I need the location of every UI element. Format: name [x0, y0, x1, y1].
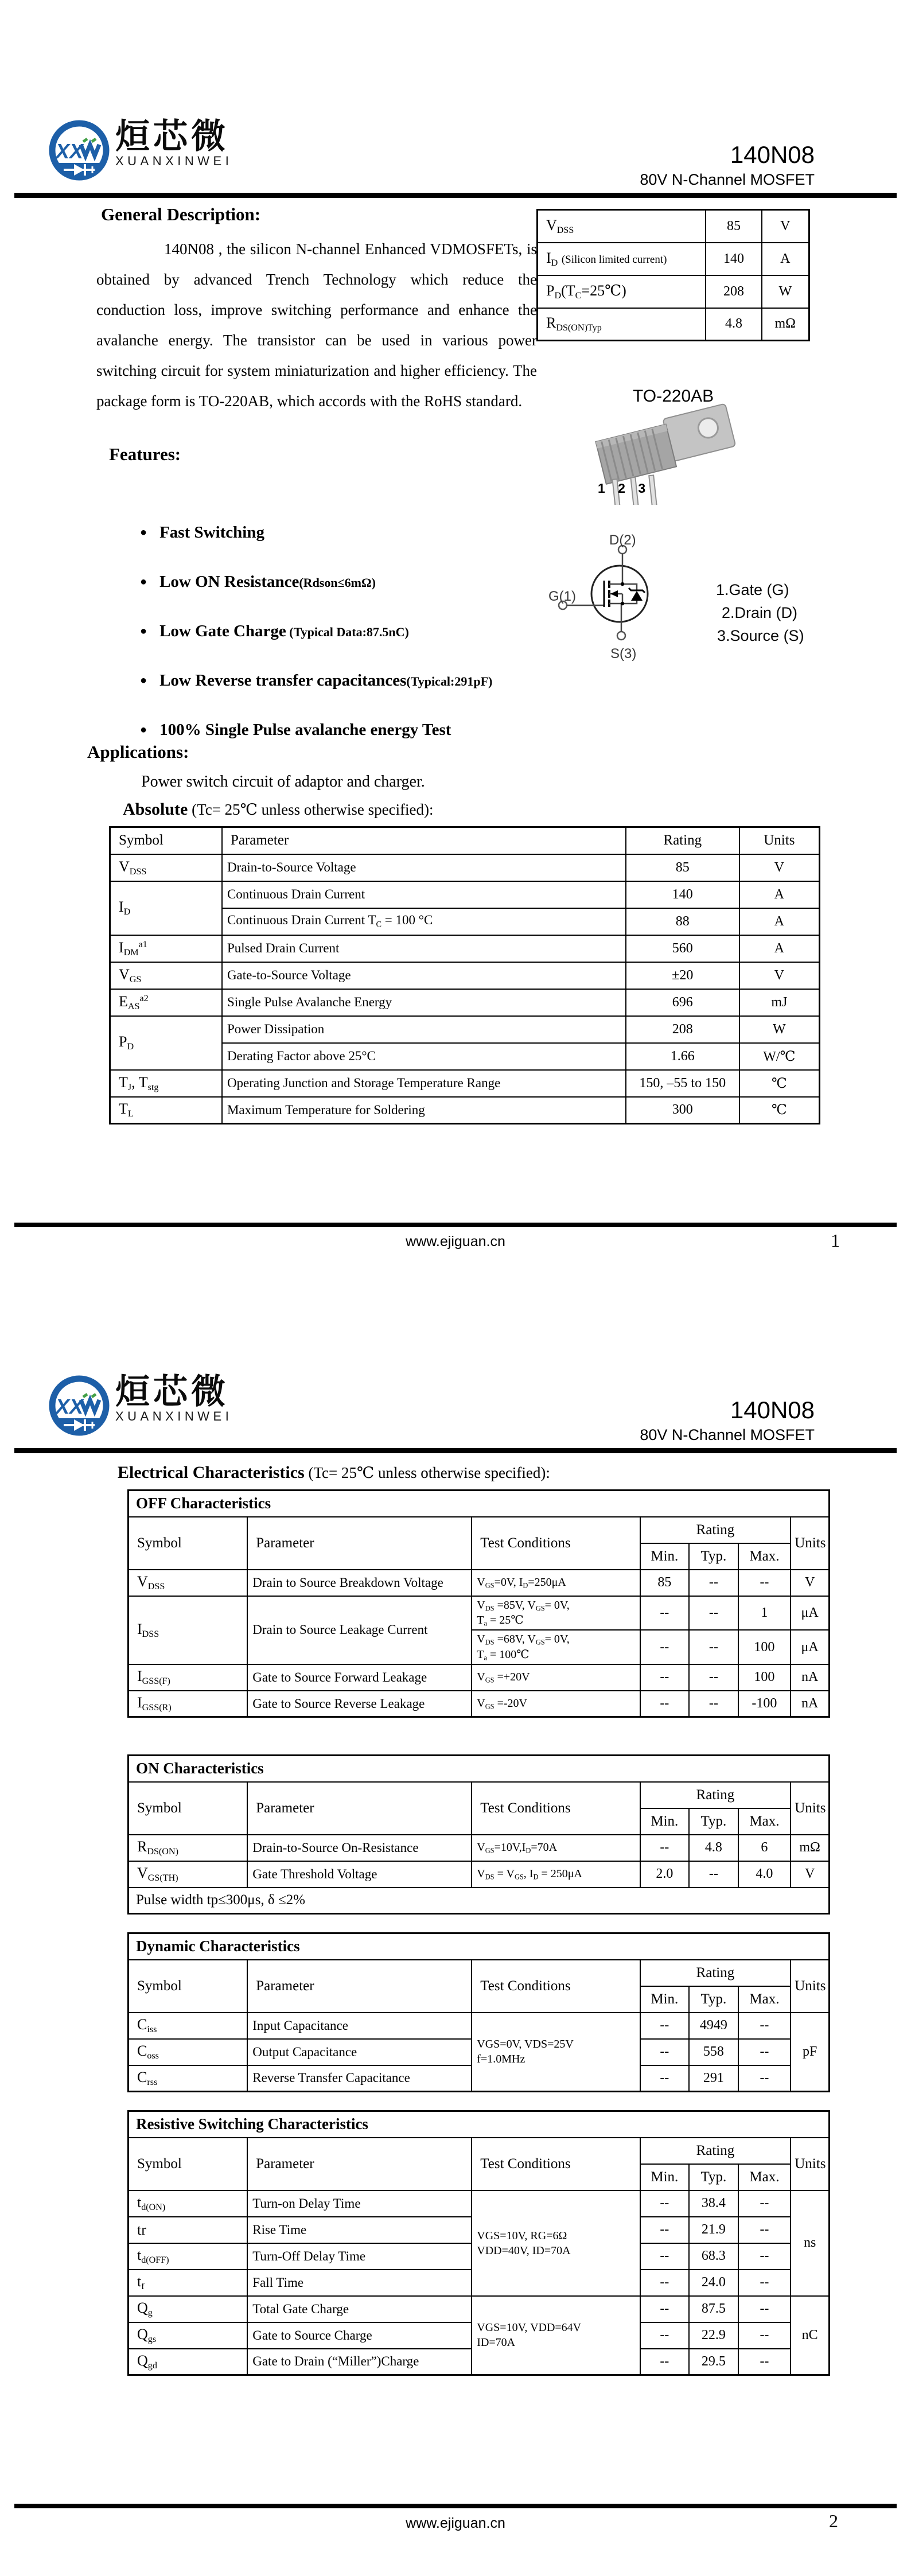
brand-name-en: XUANXINWEI	[115, 154, 233, 168]
table-cell: $E_{AS}^{a2}$	[110, 989, 222, 1016]
table-cell: Turn-Off Delay Time	[247, 2243, 472, 2270]
table-cell: 696	[626, 989, 739, 1016]
table-cell: V	[791, 1861, 829, 1888]
brand-name-en: XUANXINWEI	[115, 1409, 233, 1423]
table-cell: mJ	[739, 989, 820, 1016]
table-cell: W	[739, 1016, 820, 1043]
drain-terminal-label: D(2)	[609, 532, 636, 548]
table-cell: mΩ	[762, 308, 809, 341]
pin-assignment-item: 2.Drain (D)	[722, 604, 798, 621]
table-cell: Fall Time	[247, 2270, 472, 2296]
table-cell: 140	[626, 881, 739, 908]
table-cell: VGS=0V, VDS=25V f=1.0MHz	[472, 2013, 640, 2092]
table-cell: Reverse Transfer Capacitance	[247, 2065, 472, 2092]
column-header: Max.	[738, 1986, 791, 2013]
table-cell: $T_L$	[110, 1097, 222, 1124]
bullet-icon: ●	[140, 526, 147, 539]
table-cell: --	[640, 2349, 690, 2375]
table-cell: $V_{DS} =85V$, $V_{GS}= 0V$, $T_a$ = 25℃	[472, 1596, 640, 1631]
column-header: Rating	[640, 1517, 791, 1543]
table-cell: V	[791, 1570, 829, 1596]
table-cell: --	[738, 1570, 791, 1596]
table-row	[110, 854, 820, 881]
table-cell: $R_{DS(ON)Typ}$	[538, 308, 706, 341]
pin-assignment-list	[716, 578, 804, 647]
table-cell: --	[640, 2217, 690, 2243]
brand-logo	[49, 1373, 232, 1438]
page-number: 1	[831, 1230, 840, 1251]
table-cell: Gate-to-Source Voltage	[222, 962, 626, 989]
table-cell: 300	[626, 1097, 739, 1124]
table-row	[538, 275, 809, 308]
table-cell: 2.0	[640, 1861, 690, 1888]
table-cell: --	[640, 2039, 690, 2065]
table-cell: --	[640, 2270, 690, 2296]
table-cell: --	[738, 2243, 791, 2270]
column-header: Min.	[640, 1543, 690, 1570]
table-cell: A	[739, 908, 820, 935]
table-row	[110, 989, 820, 1016]
feature-text: Low Gate Charge	[159, 622, 286, 640]
table-cell: Drain to Source Breakdown Voltage	[247, 1570, 472, 1596]
electrical-characteristics-title	[118, 1463, 550, 1482]
column-header: Units	[791, 1517, 829, 1570]
table-cell: Operating Junction and Storage Temperature Range	[222, 1070, 626, 1097]
table-cell: $t_{d(ON)}$	[129, 2190, 248, 2217]
table-cell: --	[738, 2065, 791, 2092]
column-header: Rating	[640, 1782, 791, 1808]
table-cell: --	[689, 1664, 738, 1691]
column-header: Units	[791, 1960, 829, 2013]
table-row	[129, 1664, 830, 1691]
part-number: 140N08	[730, 1396, 815, 1423]
footer-rule	[14, 1223, 897, 1227]
table-cell: Input Capacitance	[247, 2013, 472, 2039]
table-cell: Total Gate Charge	[247, 2296, 472, 2322]
off-characteristics-table	[127, 1489, 830, 1718]
part-subtitle: 80V N-Channel MOSFET	[640, 171, 815, 188]
table-cell: --	[689, 1630, 738, 1664]
table-cell: Output Capacitance	[247, 2039, 472, 2065]
column-header: Typ.	[689, 1986, 738, 2013]
table-row	[110, 881, 820, 908]
table-cell: Continuous Drain Current	[222, 881, 626, 908]
table-row	[129, 1491, 830, 1517]
table-cell: 4.8	[689, 1835, 738, 1861]
feature-text: Fast Switching	[159, 523, 264, 542]
table-cell: 100	[738, 1664, 791, 1691]
table-row	[129, 1570, 830, 1596]
column-header: Min.	[640, 1986, 690, 2013]
table-row	[129, 2138, 830, 2164]
table-cell: Drain-to-Source Voltage	[222, 854, 626, 881]
column-header: Parameter	[247, 1517, 472, 1570]
feature-item	[140, 573, 376, 592]
table-cell: $Q_{gd}$	[129, 2349, 248, 2375]
table-cell: 558	[689, 2039, 738, 2065]
column-header: Typ.	[689, 1808, 738, 1835]
table-cell: --	[738, 2013, 791, 2039]
column-header: Max.	[738, 1808, 791, 1835]
table-cell: Gate to Source Forward Leakage	[247, 1664, 472, 1691]
pin-assignment-item: 3.Source (S)	[717, 627, 804, 644]
table-cell: $t_{d(OFF)}$	[129, 2243, 248, 2270]
table-cell: $Q_g$	[129, 2296, 248, 2322]
feature-item	[140, 721, 451, 740]
table-cell: --	[689, 1691, 738, 1717]
table-row	[129, 1517, 830, 1543]
table-cell: ℃	[739, 1097, 820, 1124]
header-rule	[14, 193, 897, 198]
table-cell: tr	[129, 2217, 248, 2243]
table-cell: nA	[791, 1664, 829, 1691]
footer-rule	[14, 2504, 897, 2508]
table-cell: $V_{DSS}$	[129, 1570, 248, 1596]
svg-text:XX: XX	[56, 139, 84, 163]
table-cell: 6	[738, 1835, 791, 1861]
brand-logo	[49, 118, 232, 182]
table-cell: VGS=10V, VDD=64V ID=70A	[472, 2296, 640, 2375]
gate-terminal-label: G(1)	[548, 589, 576, 604]
table-cell: --	[640, 2065, 690, 2092]
table-cell: 100	[738, 1630, 791, 1664]
table-cell: --	[689, 1596, 738, 1631]
table-cell: --	[640, 2190, 690, 2217]
table-cell: --	[640, 2296, 690, 2322]
part-subtitle: 80V N-Channel MOSFET	[640, 1426, 815, 1443]
table-row	[129, 1691, 830, 1717]
table-cell: ±20	[626, 962, 739, 989]
table-cell: $Q_{gs}$	[129, 2322, 248, 2349]
table-cell: --	[640, 1835, 690, 1861]
bullet-icon: ●	[140, 674, 147, 687]
table-cell: $I_D$	[110, 881, 222, 935]
svg-text:XX: XX	[56, 1395, 84, 1418]
table-cell: --	[689, 1570, 738, 1596]
table-cell: $V_{GS} =-20V$	[472, 1691, 640, 1717]
table-cell: 560	[626, 935, 739, 962]
table-cell: $I_D$ (Silicon limited current)	[538, 243, 706, 275]
table-cell: Single Pulse Avalanche Energy	[222, 989, 626, 1016]
table-cell: $P_D(T_C=25℃)$	[538, 275, 706, 308]
column-header: Min.	[640, 1808, 690, 1835]
table-cell: 85	[626, 854, 739, 881]
table-cell: 291	[689, 2065, 738, 2092]
table-cell: VGS=10V, RG=6Ω VDD=40V, ID=70A	[472, 2190, 640, 2296]
table-cell: 38.4	[689, 2190, 738, 2217]
table-cell: Pulse width tp≤300μs, δ ≤2%	[129, 1888, 830, 1914]
applications-body: Power switch circuit of adaptor and charger.	[141, 773, 425, 791]
table-cell: $C_{iss}$	[129, 2013, 248, 2039]
table-cell: Derating Factor above 25°C	[222, 1043, 626, 1070]
table-cell: $V_{GS}=0V$, $I_D=250\mu A$	[472, 1570, 640, 1596]
footer-url: www.ejiguan.cn	[406, 1233, 505, 1250]
column-header: Parameter	[247, 1960, 472, 2013]
table-cell: $V_{GS}$	[110, 962, 222, 989]
column-header: Parameter	[222, 827, 626, 854]
table-cell: 85	[706, 210, 761, 243]
feature-text: Low ON Resistance	[159, 573, 299, 591]
table-row	[538, 243, 809, 275]
on-characteristics-grid	[127, 1754, 830, 1915]
absolute-maximum-ratings-grid	[109, 826, 820, 1124]
table-cell: $V_{GS} =+20V$	[472, 1664, 640, 1691]
table-cell: 4.8	[706, 308, 761, 341]
absolute-ratings-title-bold: Absolute	[123, 800, 188, 819]
table-cell: 22.9	[689, 2322, 738, 2349]
table-cell: $I_{GSS(R)}$	[129, 1691, 248, 1717]
table-cell: --	[640, 2322, 690, 2349]
table-cell: A	[739, 881, 820, 908]
bullet-icon: ●	[140, 575, 147, 588]
resistive-switching-characteristics-table	[127, 2110, 830, 2376]
feature-note: (Rdson≤6mΩ)	[299, 575, 376, 590]
table-cell: $V_{DS} =68V$, $V_{GS}= 0V$, $T_a$ = 100℃	[472, 1630, 640, 1664]
table-row	[129, 1861, 830, 1888]
table-cell: μA	[791, 1630, 829, 1664]
package-name-label: TO-220AB	[633, 387, 714, 406]
table-cell: ℃	[739, 1070, 820, 1097]
table-cell: Rise Time	[247, 2217, 472, 2243]
table-cell: ns	[791, 2190, 829, 2296]
column-header: Units	[791, 1782, 829, 1835]
table-cell: Drain-to-Source On-Resistance	[247, 1835, 472, 1861]
section-title-cell: Resistive Switching Characteristics	[129, 2111, 830, 2138]
table-cell: Gate Threshold Voltage	[247, 1861, 472, 1888]
dynamic-characteristics-table	[127, 1932, 830, 2092]
off-characteristics-grid	[127, 1489, 830, 1718]
table-cell: 29.5	[689, 2349, 738, 2375]
table-cell: --	[640, 1630, 690, 1664]
table-cell: --	[640, 2243, 690, 2270]
column-header: Symbol	[129, 1960, 248, 2013]
column-header: Symbol	[129, 1517, 248, 1570]
table-row	[129, 2013, 830, 2039]
table-cell: 85	[640, 1570, 690, 1596]
section-title-cell: Dynamic Characteristics	[129, 1933, 830, 1960]
table-cell: --	[640, 1596, 690, 1631]
table-cell: $I_{DSS}$	[129, 1596, 248, 1664]
table-cell: $R_{DS(ON)}$	[129, 1835, 248, 1861]
table-row	[538, 308, 809, 341]
page-number: 2	[829, 2511, 838, 2531]
table-cell: $V_{DSS}$	[110, 854, 222, 881]
column-header: Units	[739, 827, 820, 854]
column-header: Rating	[640, 1960, 791, 1986]
table-row	[110, 1097, 820, 1124]
column-header: Max.	[738, 1543, 791, 1570]
features-title: Features:	[109, 444, 181, 464]
column-header: Min.	[640, 2164, 690, 2190]
table-cell: $V_{GS}=10V,I_D=70A$	[472, 1835, 640, 1861]
on-characteristics-table	[127, 1754, 830, 1915]
table-cell: 1.66	[626, 1043, 739, 1070]
footer-url: www.ejiguan.cn	[406, 2515, 505, 2531]
column-header: Rating	[626, 827, 739, 854]
table-cell: Maximum Temperature for Soldering	[222, 1097, 626, 1124]
feature-item	[140, 622, 409, 641]
table-cell: $I_{DM}^{a1}$	[110, 935, 222, 962]
table-cell: Power Dissipation	[222, 1016, 626, 1043]
pin-assignment-item: 1.Gate (G)	[716, 581, 789, 598]
table-cell: pF	[791, 2013, 829, 2092]
feature-item	[140, 523, 264, 542]
section-title-cell: OFF Characteristics	[129, 1491, 830, 1517]
table-row	[110, 1016, 820, 1043]
table-cell: $V_{DS} = V_{GS}$, $I_D = 250\mu A$	[472, 1861, 640, 1888]
resistive-switching-grid	[127, 2110, 830, 2376]
table-cell: μA	[791, 1596, 829, 1631]
feature-text: Low Reverse transfer capacitances	[159, 671, 407, 690]
table-cell: V	[739, 962, 820, 989]
table-cell: --	[689, 1861, 738, 1888]
column-header: Parameter	[247, 1782, 472, 1835]
table-cell: --	[738, 2217, 791, 2243]
table-cell: --	[640, 1664, 690, 1691]
table-cell: nC	[791, 2296, 829, 2375]
table-row	[129, 1933, 830, 1960]
general-description-body: 140N08 , the silicon N-channel Enhanced VDMOSFETs, is obtained by advanced Trench Technology which reduce the conduction loss, improve switching performance and enhance the avalanche energy. The transistor can be used in various power switching circuit for system miniaturization and higher efficiency. The package form is TO-220AB, which accords with the RoHS standard.	[96, 240, 537, 410]
table-cell: Gate to Drain (“Miller”)Charge	[247, 2349, 472, 2375]
table-row	[110, 935, 820, 962]
bullet-icon: ●	[140, 723, 147, 736]
bullet-icon: ●	[140, 625, 147, 637]
table-cell: 150, –55 to 150	[626, 1070, 739, 1097]
feature-note: (Typical Data:87.5nC)	[286, 625, 409, 639]
table-cell: 87.5	[689, 2296, 738, 2322]
brand-name-cn: 烜芯微	[115, 117, 229, 155]
table-cell: --	[738, 2270, 791, 2296]
table-cell: A	[739, 935, 820, 962]
absolute-ratings-title	[123, 800, 434, 819]
table-cell: $T_J$, $T_{stg}$	[110, 1070, 222, 1097]
table-cell: Continuous Drain Current $T_C = 100$ °C	[222, 908, 626, 935]
table-cell: W	[762, 275, 809, 308]
table-row	[129, 1835, 830, 1861]
table-cell: --	[738, 2296, 791, 2322]
table-cell: A	[762, 243, 809, 275]
table-cell: -100	[738, 1691, 791, 1717]
column-header: Symbol	[129, 1782, 248, 1835]
brand-name-cn: 烜芯微	[115, 1372, 229, 1411]
feature-note: (Typical:291pF)	[406, 674, 493, 688]
general-description-title: General Description:	[101, 204, 261, 224]
section-title-cell: ON Characteristics	[129, 1756, 830, 1782]
table-cell: Gate to Source Charge	[247, 2322, 472, 2349]
column-header: Units	[791, 2138, 829, 2190]
table-cell: $C_{oss}$	[129, 2039, 248, 2065]
table-cell: V	[739, 854, 820, 881]
column-header: Test Conditions	[472, 1782, 640, 1835]
table-row	[129, 2190, 830, 2217]
column-header: Test Conditions	[472, 1960, 640, 2013]
table-row	[129, 1960, 830, 1986]
table-cell: $C_{rss}$	[129, 2065, 248, 2092]
table-row	[110, 962, 820, 989]
feature-text: 100% Single Pulse avalanche energy Test	[159, 721, 451, 739]
key-spec-table-grid	[536, 209, 810, 341]
table-cell: Pulsed Drain Current	[222, 935, 626, 962]
table-cell: $P_D$	[110, 1016, 222, 1070]
column-header: Typ.	[689, 1543, 738, 1570]
header-rule	[14, 1448, 897, 1453]
dynamic-characteristics-grid	[127, 1932, 830, 2092]
table-row	[129, 1782, 830, 1808]
brand-logo-icon	[49, 1373, 111, 1438]
table-row	[129, 1756, 830, 1782]
table-cell: $I_{GSS(F)}$	[129, 1664, 248, 1691]
column-header: Test Conditions	[472, 1517, 640, 1570]
table-cell: W/℃	[739, 1043, 820, 1070]
column-header: Symbol	[129, 2138, 248, 2190]
table-cell: 4949	[689, 2013, 738, 2039]
table-cell: Turn-on Delay Time	[247, 2190, 472, 2217]
table-row	[129, 2296, 830, 2322]
column-header: Parameter	[247, 2138, 472, 2190]
electrical-characteristics-title-bold: Electrical Characteristics	[118, 1463, 305, 1482]
table-row	[129, 1596, 830, 1631]
table-cell: --	[640, 2013, 690, 2039]
table-row	[129, 1888, 830, 1914]
electrical-characteristics-title-rest: (Tc= 25℃ unless otherwise specified):	[304, 1464, 550, 1481]
table-cell: 208	[706, 275, 761, 308]
table-cell: 21.9	[689, 2217, 738, 2243]
column-header: Max.	[738, 2164, 791, 2190]
package-drawing	[559, 402, 777, 505]
table-cell: V	[762, 210, 809, 243]
table-cell: --	[738, 2190, 791, 2217]
table-row	[110, 827, 820, 854]
brand-logo-icon	[49, 118, 111, 182]
table-cell: --	[738, 2322, 791, 2349]
table-cell: 68.3	[689, 2243, 738, 2270]
table-cell: 88	[626, 908, 739, 935]
table-row	[538, 210, 809, 243]
table-cell: mΩ	[791, 1835, 829, 1861]
source-terminal-label: S(3)	[610, 646, 637, 661]
table-cell: 4.0	[738, 1861, 791, 1888]
absolute-maximum-ratings-table	[109, 826, 820, 1124]
table-cell: 208	[626, 1016, 739, 1043]
package-pin-numbers: 1 2 3	[598, 481, 651, 496]
column-header: Typ.	[689, 2164, 738, 2190]
table-row	[129, 2111, 830, 2138]
key-spec-table	[536, 209, 810, 341]
table-cell: 1	[738, 1596, 791, 1631]
table-cell: 24.0	[689, 2270, 738, 2296]
table-cell: $t_f$	[129, 2270, 248, 2296]
table-cell: $V_{GS(TH)}$	[129, 1861, 248, 1888]
column-header: Rating	[640, 2138, 791, 2164]
absolute-ratings-title-rest: (Tc= 25℃ unless otherwise specified):	[188, 801, 434, 818]
column-header: Symbol	[110, 827, 222, 854]
part-number: 140N08	[730, 141, 815, 168]
table-cell: --	[640, 1691, 690, 1717]
table-cell: --	[738, 2039, 791, 2065]
table-cell: nA	[791, 1691, 829, 1717]
table-cell: Gate to Source Reverse Leakage	[247, 1691, 472, 1717]
table-cell: Drain to Source Leakage Current	[247, 1596, 472, 1664]
table-cell: 140	[706, 243, 761, 275]
feature-item	[140, 671, 492, 690]
applications-title: Applications:	[87, 742, 189, 762]
table-cell: --	[738, 2349, 791, 2375]
column-header: Test Conditions	[472, 2138, 640, 2190]
table-cell: $V_{DSS}$	[538, 210, 706, 243]
table-row	[110, 1070, 820, 1097]
